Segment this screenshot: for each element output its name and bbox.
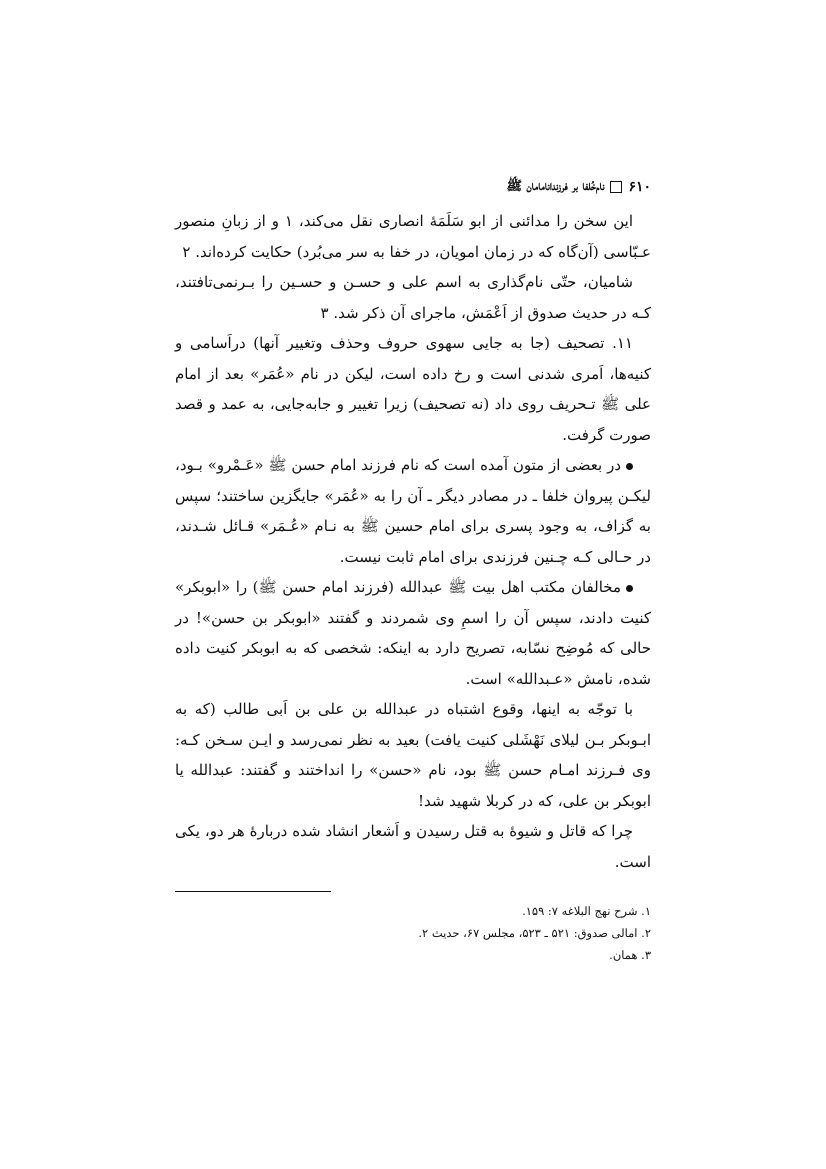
paragraph-4: در بعضی از متون آمده است که نام فرزند امام حسن ﷺ «عَـمْرو» بـود، لیکـن پیروان خلفا ـ در مصادر دیگر ـ آن را به «عُمَر» جایگزین ساختند؛ سپس به گزاف، به وجود پسری برای امام حسین ﷺ به نـام «عُـمَر» قـائل شـدند، در حـالی کـه چـنین فرزندی برای امام ثابت نیست. xyxy=(175,456,651,566)
square-icon xyxy=(610,181,622,193)
footnote-3: ۳. همان. xyxy=(609,948,651,962)
paragraph-6: با توجّه به اینها، وقوع اشتباه در عبدالله بن علی بن اَبی طالب (که به ابـوبکر بـن لیلای نَهْشَلی کنیت یافت) بعید به نظر نمی‌رسد و ایـن سـخن کـه: وی فـرزند امـام حسن ﷺ بود، نام «حسن» را انداختند و گفتند: عبدالله یا ابوبکر بن علی، که در کربلا شهید شد! xyxy=(175,700,651,810)
paragraph-1: این سخن را مدائنی از ابو سَلَمَهٔ انصاری نقل می‌کند، ۱ و از زبانِ منصور عـبّاسی (آن‌گاه که در زمان امویان، در خفا به سر می‌بُرد) حکایت کرده‌اند. ۲ xyxy=(175,212,651,261)
page-number: ۶۱۰ xyxy=(628,179,651,195)
header-title: نام‌خُلفا بر فرزندانامامان ﷺ xyxy=(506,178,605,194)
paragraph-7: چرا که قاتل و شیوهٔ به قتل رسیدن و اَشعار انشاد شده دربارهٔ هر دو، یکی است. xyxy=(175,822,651,871)
footnote-1: ۱. شرح نهج البلاغه ۷: ۱۵۹. xyxy=(522,904,651,918)
bullet-icon xyxy=(626,585,633,592)
footnotes xyxy=(175,900,651,966)
paragraph-3: ۱۱. تصحیف (جا به جایی سهوی حروف وحذف وتغییر آنها) دراَسامی و کنیه‌ها، اَمری شدنی است و رخ داده است، لیکن در نام «عُمَر» بعد از امام علی ﷺ تـحریف روی داد (نه تصحیف) زیرا تغییر و جابه‌جایی، به عمد و قصد صورت گرفت. xyxy=(175,334,651,444)
running-header xyxy=(175,168,651,206)
footnote-2: ۲. امالی صدوق: ۵۲۱ ـ ۵۲۳، مجلس ۶۷، حدیث ۲. xyxy=(418,926,651,940)
bullet-icon xyxy=(626,463,633,470)
paragraph-2: شامیان، حتّی نام‌گذاری به اسم علی و حسـن و حسـین را بـرنمی‌تافتند، کـه در حدیث صدوق از اَعْمَش، ماجرای آن ذکر شد. ۳ xyxy=(175,273,651,322)
page xyxy=(175,168,651,966)
paragraph-5: مخالفان مکتب اهل بیت ﷺ عبدالله (فرزند امام حسن ﷺ) را «ابوبکر» کنیت دادند، سپس آن را اسمِ وی شمردند و گفتند «ابوبکر بن حسن»! در حالی که مُوضِح نسّابه، تصریح دارد به اینکه: شخصی که به ابوبکر کنیت داده شده، نامش «عـبدالله» است. xyxy=(175,578,651,688)
footnote-divider xyxy=(175,891,331,892)
